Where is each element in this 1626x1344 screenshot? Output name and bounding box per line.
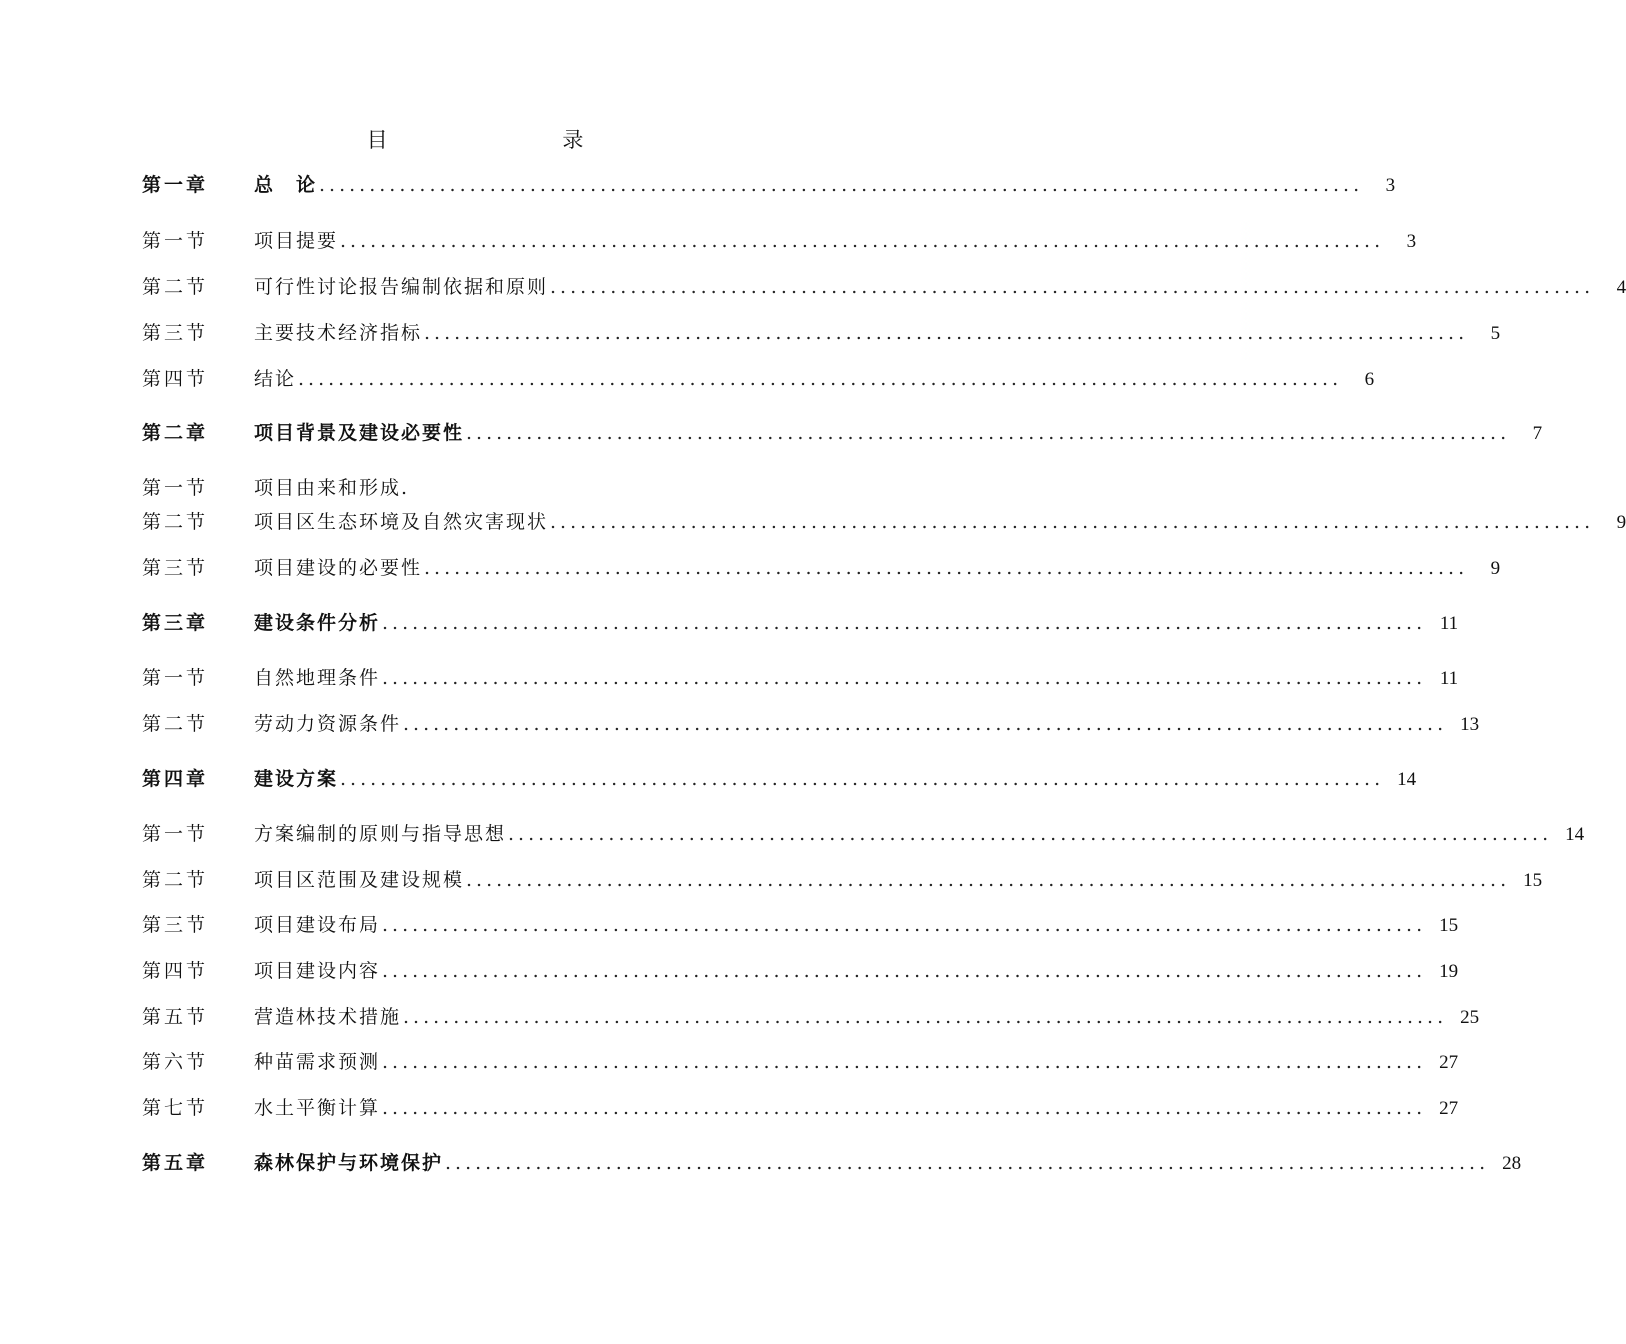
toc-dot-leader: ........................................................................................................ xyxy=(403,1006,1448,1028)
toc-dot-leader: ........................................................................................................ xyxy=(319,174,1364,196)
toc-dot-leader: ........................................................................................................ xyxy=(382,1097,1427,1119)
toc-page-number: 9 xyxy=(1490,558,1501,579)
toc-entry-label: 第二节 xyxy=(142,869,209,891)
toc-entry-label: 第三节 xyxy=(142,557,209,579)
toc-entry-title: 项目建设布局 xyxy=(254,914,381,936)
toc-dot-leader: ........................................................................................................ xyxy=(550,511,1595,533)
toc-entry-label: 第四节 xyxy=(142,368,209,390)
toc-section-entry[interactable] xyxy=(142,865,1543,895)
toc-entry-title: 可行性讨论报告编制依据和原则 xyxy=(254,276,549,298)
toc-section-entry[interactable] xyxy=(142,364,1375,394)
toc-entry-title: 项目由来和形成. xyxy=(254,477,410,499)
toc-entry-label: 第二节 xyxy=(142,511,209,533)
toc-chapter-entry[interactable] xyxy=(142,608,1459,638)
toc-entry-title: 种苗需求预测 xyxy=(254,1051,381,1073)
toc-dot-leader: ........................................................................................................ xyxy=(403,713,1448,735)
toc-section-entry[interactable] xyxy=(142,272,1626,302)
toc-page-number: 5 xyxy=(1490,323,1501,344)
toc-entry-title: 项目区范围及建设规模 xyxy=(254,869,465,891)
toc-title: 目 录 xyxy=(366,128,668,152)
toc-entry-title: 项目建设的必要性 xyxy=(254,557,423,579)
toc-page-number: 3 xyxy=(1406,231,1417,252)
toc-entry-label: 第一节 xyxy=(142,477,209,499)
toc-dot-leader: ........................................................................................................ xyxy=(466,869,1511,891)
toc-dot-leader: ........................................................................................................ xyxy=(424,322,1469,344)
toc-entry-title: 项目区生态环境及自然灾害现状 xyxy=(254,511,549,533)
toc-entry-label: 第六节 xyxy=(142,1051,209,1073)
toc-entry-title: 结论 xyxy=(254,368,297,390)
toc-entry-label: 第三节 xyxy=(142,914,209,936)
toc-chapter-entry[interactable] xyxy=(142,764,1417,794)
toc-section-entry[interactable] xyxy=(142,709,1480,739)
toc-entry-title: 营造林技术措施 xyxy=(254,1006,402,1028)
toc-dot-leader: ........................................................................................................ xyxy=(382,1051,1427,1073)
toc-entry-label: 第二节 xyxy=(142,713,209,735)
toc-dot-leader: ........................................................................................................ xyxy=(382,914,1427,936)
toc-entry-title: 项目背景及建设必要性 xyxy=(254,422,465,444)
toc-page-number: 11 xyxy=(1439,613,1459,634)
toc-entry-label: 第三章 xyxy=(142,612,209,634)
toc-section-entry[interactable] xyxy=(142,473,810,503)
toc-entry-label: 第一节 xyxy=(142,230,209,252)
toc-dot-leader: ........................................................................................................ xyxy=(340,230,1385,252)
toc-entry-title: 建设条件分析 xyxy=(254,612,381,634)
toc-page-number: 19 xyxy=(1439,961,1459,982)
toc-entry-title: 劳动力资源条件 xyxy=(254,713,402,735)
toc-entry-label: 第七节 xyxy=(142,1097,209,1119)
toc-page-number: 4 xyxy=(1616,277,1626,298)
toc-entry-title: 项目提要 xyxy=(254,230,339,252)
toc-section-entry[interactable] xyxy=(142,318,1501,348)
toc-section-entry[interactable] xyxy=(142,956,1459,986)
toc-entry-label: 第四节 xyxy=(142,960,209,982)
toc-entry-title: 水土平衡计算 xyxy=(254,1097,381,1119)
toc-page-number: 3 xyxy=(1385,175,1396,196)
toc-dot-leader: ........................................................................................................ xyxy=(445,1152,1490,1174)
toc-page-number: 14 xyxy=(1397,769,1417,790)
toc-page-number: 15 xyxy=(1439,915,1459,936)
toc-page-number: 11 xyxy=(1439,668,1459,689)
toc-dot-leader: ........................................................................................................ xyxy=(466,422,1511,444)
toc-dot-leader: ........................................................................................................ xyxy=(382,960,1427,982)
toc-entry-label: 第五节 xyxy=(142,1006,209,1028)
toc-entry-title: 方案编制的原则与指导思想 xyxy=(254,823,507,845)
toc-entry-title: 森林保护与环境保护 xyxy=(254,1152,444,1174)
toc-entry-label: 第三节 xyxy=(142,322,209,344)
toc-section-entry[interactable] xyxy=(142,226,1417,256)
toc-entry-title: 自然地理条件 xyxy=(254,667,381,689)
toc-entry-label: 第五章 xyxy=(142,1152,209,1174)
toc-chapter-entry[interactable] xyxy=(142,1148,1522,1178)
toc-entry-title: 项目建设内容 xyxy=(254,960,381,982)
toc-entry-label: 第二章 xyxy=(142,422,209,444)
toc-page-number: 28 xyxy=(1502,1153,1522,1174)
toc-section-entry[interactable] xyxy=(142,553,1501,583)
toc-page-number: 27 xyxy=(1439,1098,1459,1119)
toc-chapter-entry[interactable] xyxy=(142,170,1396,200)
toc-dot-leader: ........................................................................................................ xyxy=(550,276,1595,298)
toc-dot-leader: ........................................................................................................ xyxy=(340,768,1385,790)
toc-entry-label: 第一章 xyxy=(142,174,209,196)
toc-entry-label: 第二节 xyxy=(142,276,209,298)
toc-section-entry[interactable] xyxy=(142,1047,1459,1077)
toc-dot-leader: ........................................................................................................ xyxy=(382,667,1427,689)
toc-dot-leader: ........................................................................................................ xyxy=(382,612,1427,634)
toc-page-number: 25 xyxy=(1460,1007,1480,1028)
toc-page-number: 9 xyxy=(1616,512,1626,533)
toc-page-number: 13 xyxy=(1460,714,1480,735)
toc-section-entry[interactable] xyxy=(142,910,1459,940)
toc-entry-title: 建设方案 xyxy=(254,768,339,790)
toc-entry-title: 主要技术经济指标 xyxy=(254,322,423,344)
toc-entry-label: 第四章 xyxy=(142,768,209,790)
toc-section-entry[interactable] xyxy=(142,663,1459,693)
toc-section-entry[interactable] xyxy=(142,1002,1480,1032)
toc-section-entry[interactable] xyxy=(142,507,1626,537)
toc-entry-label: 第一节 xyxy=(142,823,209,845)
toc-page-number: 6 xyxy=(1364,369,1375,390)
toc-page-number: 15 xyxy=(1523,870,1543,891)
toc-section-entry[interactable] xyxy=(142,819,1585,849)
toc-section-entry[interactable] xyxy=(142,1093,1459,1123)
toc-dot-leader: ........................................................................................................ xyxy=(298,368,1343,390)
toc-page-number: 14 xyxy=(1565,824,1585,845)
toc-chapter-entry[interactable] xyxy=(142,418,1543,448)
toc-page-number: 7 xyxy=(1532,423,1543,444)
toc-page-number: 27 xyxy=(1439,1052,1459,1073)
toc-entry-label: 第一节 xyxy=(142,667,209,689)
toc-dot-leader: ........................................................................................................ xyxy=(424,557,1469,579)
toc-dot-leader: ........................................................................................................ xyxy=(508,823,1553,845)
toc-entry-title: 总 论 xyxy=(254,174,318,196)
